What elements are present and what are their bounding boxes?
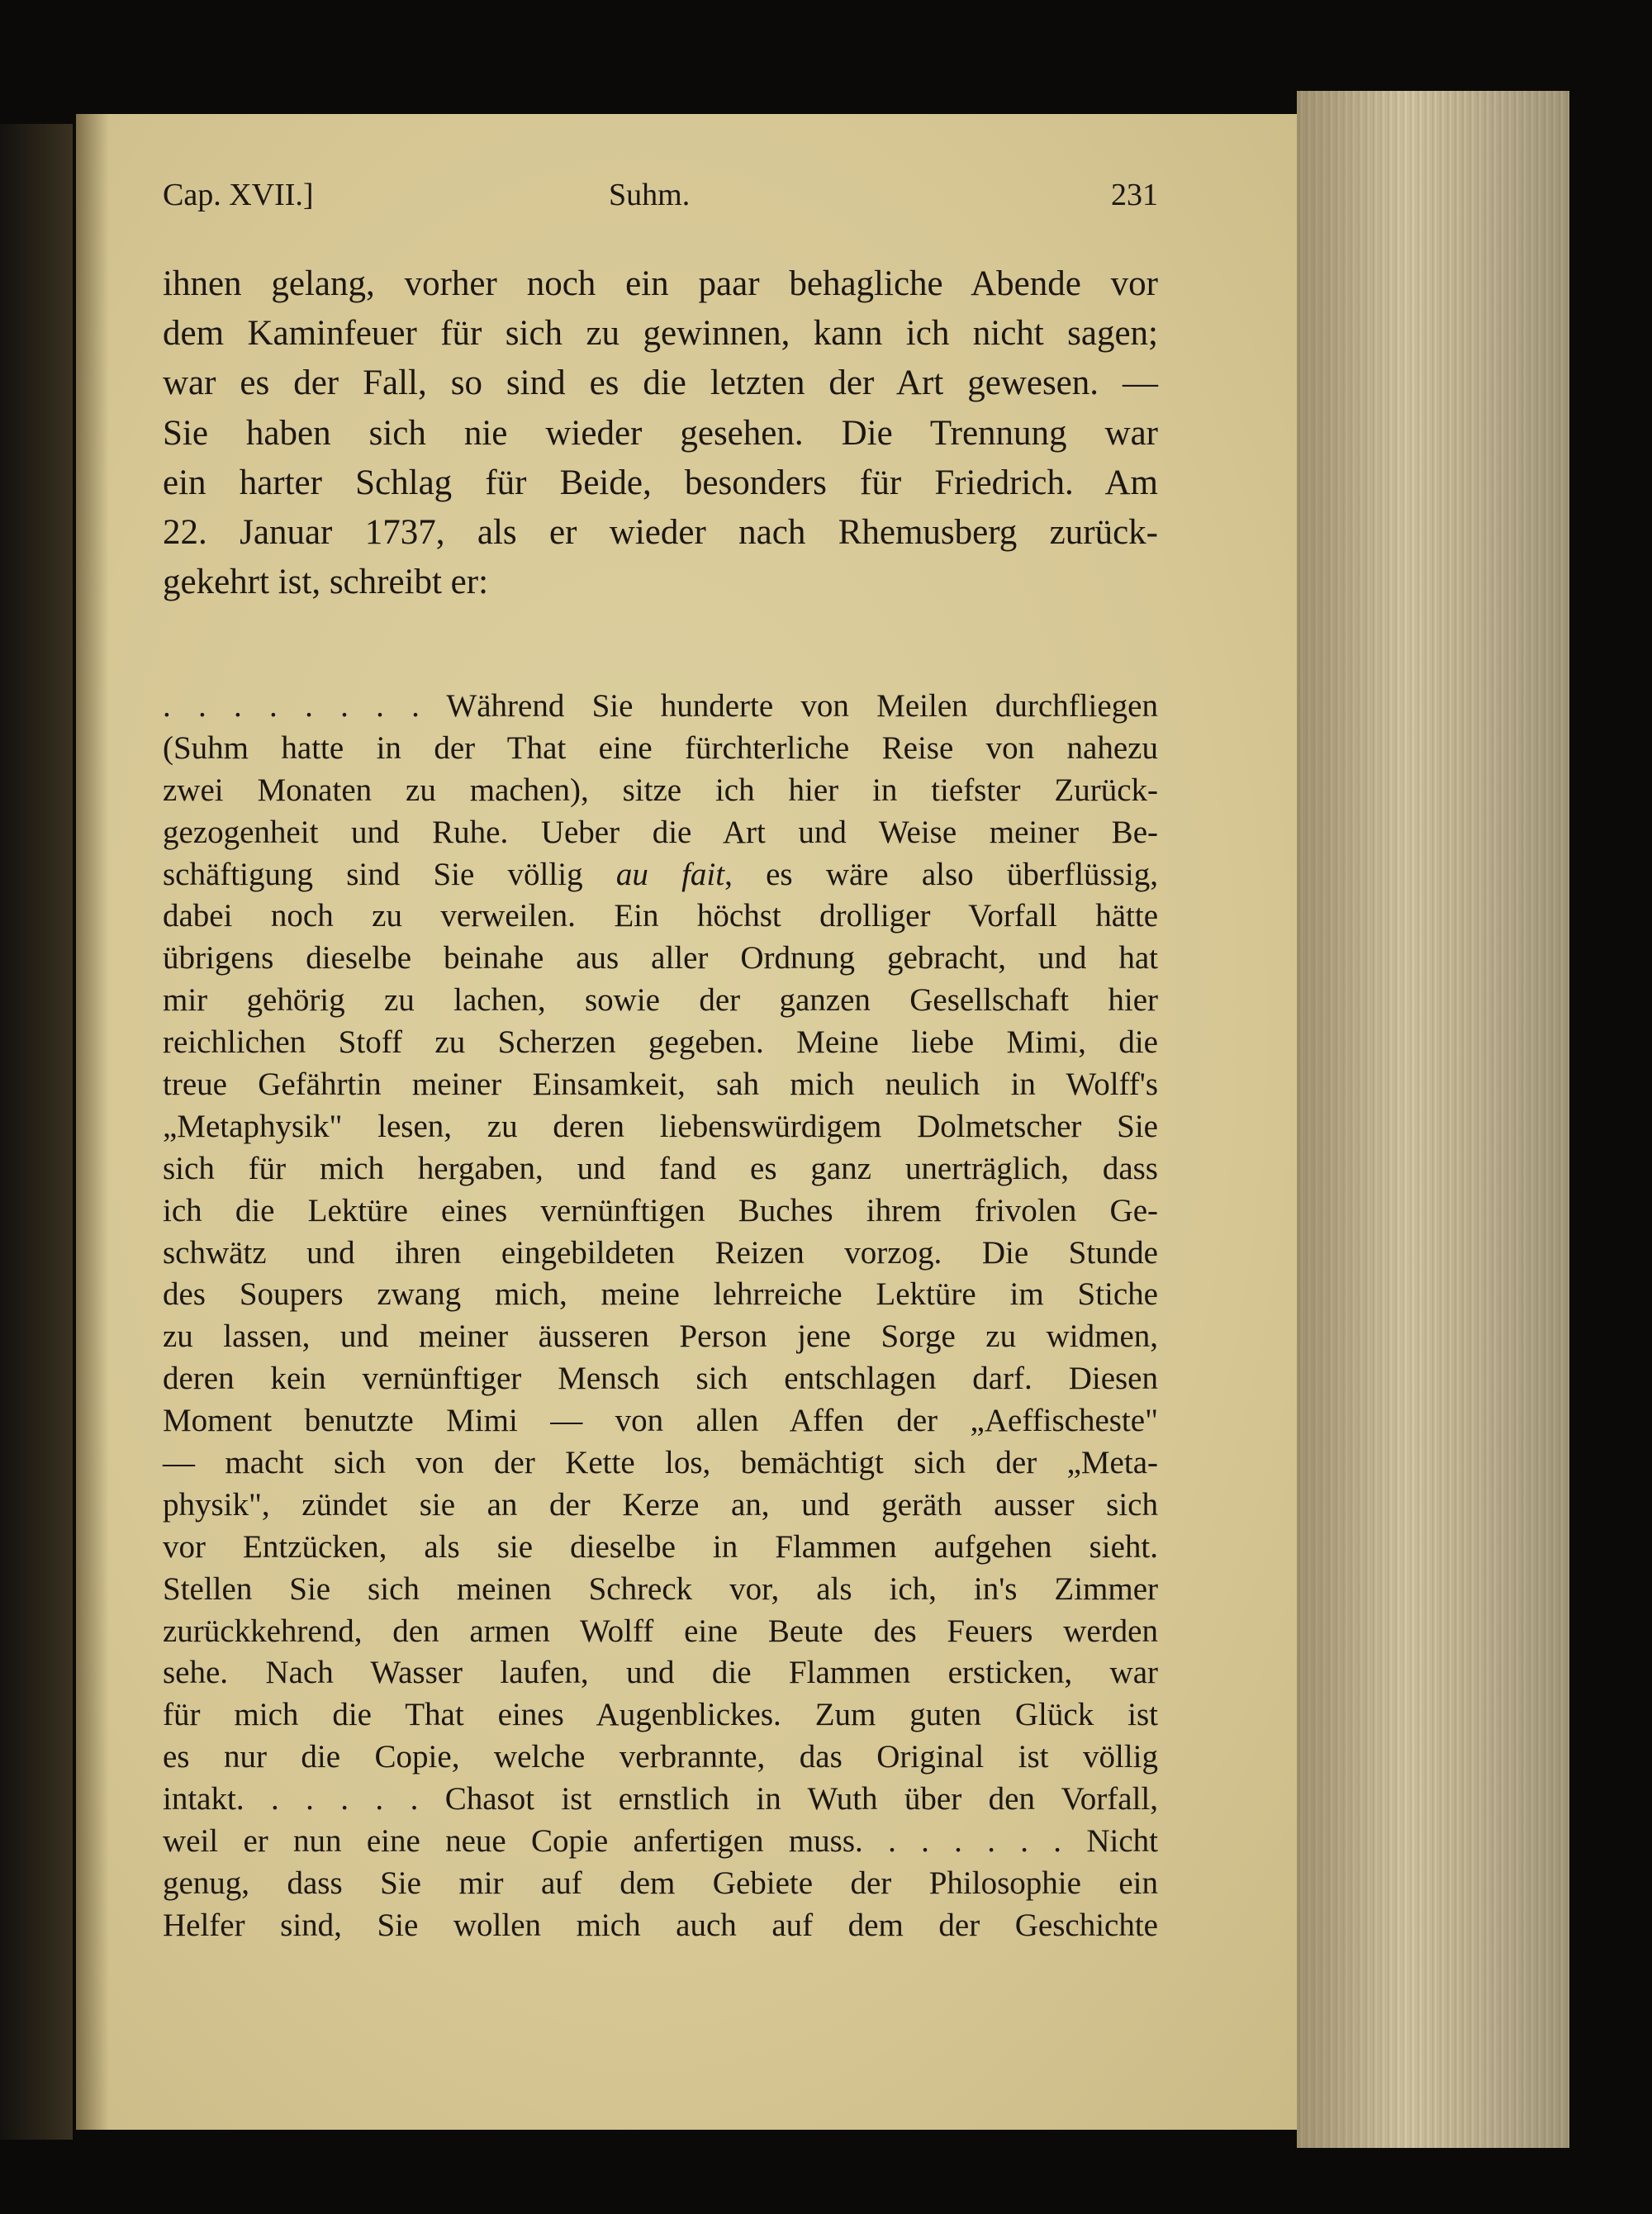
text-line-content: sich für mich hergaben, und fand es ganz unerträglich, dass	[163, 1150, 1158, 1186]
text-line	[163, 508, 1158, 558]
text-line	[163, 458, 1158, 508]
text-line-content: dem Kaminfeuer für sich zu gewinnen, kann ich nicht sagen;	[163, 314, 1158, 354]
chapter-label: Cap. XVII.]	[163, 178, 314, 212]
text-line	[163, 686, 1158, 728]
text-line-content: deren kein vernünftiger Mensch sich entschlagen darf. Diesen	[163, 1361, 1158, 1397]
text-line-content: schwätz und ihren eingebildeten Reizen vorzog. Die Stunde	[163, 1234, 1158, 1271]
fore-edge-shade	[1297, 91, 1569, 2148]
text-line-content: Sie haben sich nie wieder gesehen. Die Trennung war	[163, 413, 1158, 453]
text-line	[163, 1358, 1158, 1400]
text-line-content: mir gehörig zu lachen, sowie der ganzen Gesellschaft hier	[163, 982, 1158, 1019]
text-line	[163, 309, 1158, 359]
text-line	[163, 1190, 1158, 1233]
text-line	[163, 728, 1158, 770]
page-number: 231	[1111, 178, 1158, 212]
text-line	[163, 1064, 1158, 1106]
text-line	[163, 1611, 1158, 1653]
text-line	[163, 1569, 1158, 1611]
text-line	[163, 938, 1158, 980]
text-line	[163, 1274, 1158, 1316]
text-line-content: intakt. . . . . . Chasot ist ernstlich in Wuth über den Vorfall,	[163, 1781, 1158, 1817]
text-line	[163, 1821, 1158, 1863]
text-line	[163, 1905, 1158, 1947]
text-line-content: war es der Fall, so sind es die letzten der Art gewesen. —	[163, 363, 1158, 403]
text-line	[163, 359, 1158, 408]
text-line	[163, 1148, 1158, 1190]
text-line-content: ich die Lektüre eines vernünftigen Buches ihrem frivolen Ge-	[163, 1192, 1158, 1228]
text-line	[163, 812, 1158, 854]
text-line	[163, 558, 1158, 607]
quoted-letter	[163, 686, 1158, 1947]
text-line-content: weil er nun eine neue Copie anfertigen muss. . . . . . . Nicht	[163, 1823, 1158, 1860]
text-line	[163, 896, 1158, 938]
text-line	[163, 1694, 1158, 1737]
text-line-content: treue Gefährtin meiner Einsamkeit, sah mich neulich in Wolff's	[163, 1067, 1158, 1103]
text-segment: , es wäre also überflüssig,	[724, 856, 1158, 892]
italic-phrase: au fait	[615, 856, 725, 892]
running-title: Suhm.	[609, 178, 691, 212]
text-line-content: zwei Monaten zu machen), sitze ich hier in tiefster Zurück-	[163, 772, 1158, 808]
gutter-shadow	[76, 114, 109, 2130]
text-line	[163, 1779, 1158, 1821]
text-line-content: (Suhm hatte in der That eine fürchterliche Reise von nahezu	[163, 729, 1158, 766]
text-line	[163, 1400, 1158, 1442]
text-line-content: es nur die Copie, welche verbrannte, das Original ist völlig	[163, 1739, 1158, 1775]
text-line	[163, 980, 1158, 1022]
text-line	[163, 1863, 1158, 1905]
text-line-content: vor Entzücken, als sie dieselbe in Flammen aufgehen sieht.	[163, 1528, 1158, 1565]
text-line	[163, 1527, 1158, 1569]
text-line-content: übrigens dieselbe beinahe aus aller Ordnung gebracht, und hat	[163, 940, 1158, 976]
text-line-content: genug, dass Sie mir auf dem Gebiete der Philosophie ein	[163, 1865, 1158, 1901]
text-line	[163, 1233, 1158, 1275]
text-line	[163, 1442, 1158, 1485]
text-line-content: für mich die That eines Augenblickes. Zum guten Glück ist	[163, 1697, 1158, 1733]
text-line	[163, 770, 1158, 812]
text-line	[163, 854, 1158, 896]
text-line	[163, 1316, 1158, 1358]
text-line	[163, 1106, 1158, 1148]
text-line-content: ein harter Schlag für Beide, besonders für Friedrich. Am	[163, 463, 1158, 502]
text-segment: schäftigung sind Sie völlig	[163, 856, 616, 892]
intro-paragraph	[163, 259, 1158, 607]
text-line	[163, 1022, 1158, 1064]
text-line	[163, 409, 1158, 458]
text-line	[163, 1737, 1158, 1779]
text-line-content: physik", zündet sie an der Kerze an, und geräth ausser sich	[163, 1486, 1158, 1523]
text-line-content: Moment benutzte Mimi — von allen Affen der „Aeffischeste"	[163, 1403, 1158, 1439]
text-line-content: zu lassen, und meiner äusseren Person jene Sorge zu widmen,	[163, 1318, 1158, 1355]
text-line-content: gezogenheit und Ruhe. Ueber die Art und Weise meiner Be-	[163, 814, 1158, 850]
text-line-content: reichlichen Stoff zu Scherzen gegeben. Meine liebe Mimi, die	[163, 1024, 1158, 1061]
text-line-content: gekehrt ist, schreibt er:	[163, 563, 489, 602]
text-line-content: dabei noch zu verweilen. Ein höchst drolliger Vorfall hätte	[163, 898, 1158, 934]
running-header	[163, 177, 1158, 218]
text-line-content: ihnen gelang, vorher noch ein paar behagliche Abende vor	[163, 264, 1158, 303]
text-line-content: zurückkehrend, den armen Wolff eine Beute des Feuers werden	[163, 1613, 1158, 1649]
text-line-content: des Soupers zwang mich, meine lehrreiche Lektüre im Stiche	[163, 1276, 1158, 1313]
text-line-content: Stellen Sie sich meinen Schreck vor, als ich, in's Zimmer	[163, 1570, 1158, 1607]
text-line	[163, 1485, 1158, 1527]
text-line-content: — macht sich von der Kette los, bemächtigt sich der „Meta-	[163, 1445, 1158, 1481]
text-line-content: 22. Januar 1737, als er wieder nach Rhemusberg zurück-	[163, 512, 1158, 552]
text-line	[163, 1652, 1158, 1694]
text-line-content	[163, 854, 1158, 896]
text-line-content: . . . . . . . . Während Sie hunderte von Meilen durchfliegen	[163, 688, 1158, 724]
left-page-edge	[0, 124, 73, 2140]
text-line-content: sehe. Nach Wasser laufen, und die Flammen ersticken, war	[163, 1655, 1158, 1691]
text-line-content: „Metaphysik" lesen, zu deren liebenswürdigem Dolmetscher Sie	[163, 1108, 1158, 1144]
text-line	[163, 259, 1158, 309]
text-line-content: Helfer sind, Sie wollen mich auch auf dem der Geschichte	[163, 1907, 1158, 1943]
